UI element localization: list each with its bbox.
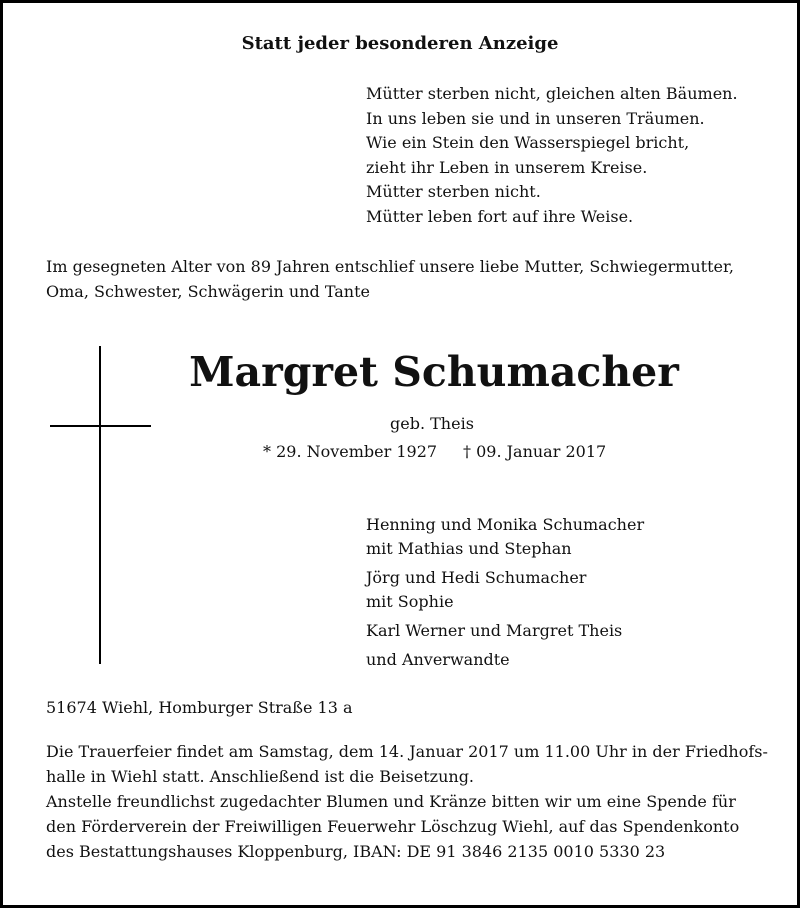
- intro-line: Oma, Schwester, Schwägerin und Tante: [46, 282, 370, 301]
- poem-line: zieht ihr Leben in unserem Kreise.: [366, 157, 648, 177]
- service-line: den Förderverein der Freiwilligen Feuerwehr Löschzug Wiehl, auf das Spendenkonto: [46, 817, 740, 836]
- poem-line: In uns leben sie und in unseren Träumen.: [366, 108, 705, 128]
- maiden-name: geb. Theis: [390, 414, 474, 433]
- mourner-group: [366, 513, 644, 561]
- notice-heading: Statt jeder besonderen Anzeige: [241, 33, 559, 54]
- death-date: † 09. Januar 2017: [463, 442, 607, 461]
- poem-line: Wie ein Stein den Wasserspiegel bricht,: [366, 133, 690, 152]
- poem-line: Mütter sterben nicht, gleichen alten Bäumen.: [366, 84, 738, 103]
- service-line: halle in Wiehl statt. Anschließend ist die Beisetzung.: [46, 767, 475, 786]
- birth-date: * 29. November 1927: [263, 442, 438, 461]
- poem-line: Mütter leben fort auf ihre Weise.: [366, 206, 634, 226]
- service-line: Anstelle freundlichst zugedachter Blumen und Kränze bitten wir um eine Spende für: [46, 792, 736, 811]
- mourners-list: [366, 513, 644, 677]
- intro-line: Im gesegneten Alter von 89 Jahren entschlief unsere liebe Mutter, Schwiegermutter,: [46, 257, 734, 276]
- mourner-line: Henning und Monika Schumacher: [366, 515, 645, 534]
- deceased-name: Margret Schumacher: [189, 348, 679, 396]
- mourner-group: [366, 619, 644, 643]
- mourner-line: mit Mathias und Stephan: [366, 539, 572, 558]
- address: 51674 Wiehl, Homburger Straße 13 a: [46, 698, 353, 717]
- mourner-group: [366, 648, 644, 672]
- mourner-line: mit Sophie: [366, 592, 454, 611]
- poem: [366, 82, 738, 229]
- cross-icon-bar: [50, 425, 151, 427]
- service-info: [46, 739, 768, 864]
- intro-text: [46, 254, 734, 304]
- service-line: Die Trauerfeier findet am Samstag, dem 14. Januar 2017 um 11.00 Uhr in der Friedhofs-: [46, 742, 768, 761]
- mourner-line: und Anverwandte: [366, 650, 510, 669]
- service-line: des Bestattungshauses Kloppenburg, IBAN: DE 91 3846 2135 0010 5330 23: [46, 842, 666, 861]
- mourner-line: Jörg und Hedi Schumacher: [366, 568, 587, 587]
- mourner-line: Karl Werner und Margret Theis: [366, 621, 623, 640]
- poem-line: Mütter sterben nicht.: [366, 182, 541, 201]
- mourner-group: [366, 566, 644, 614]
